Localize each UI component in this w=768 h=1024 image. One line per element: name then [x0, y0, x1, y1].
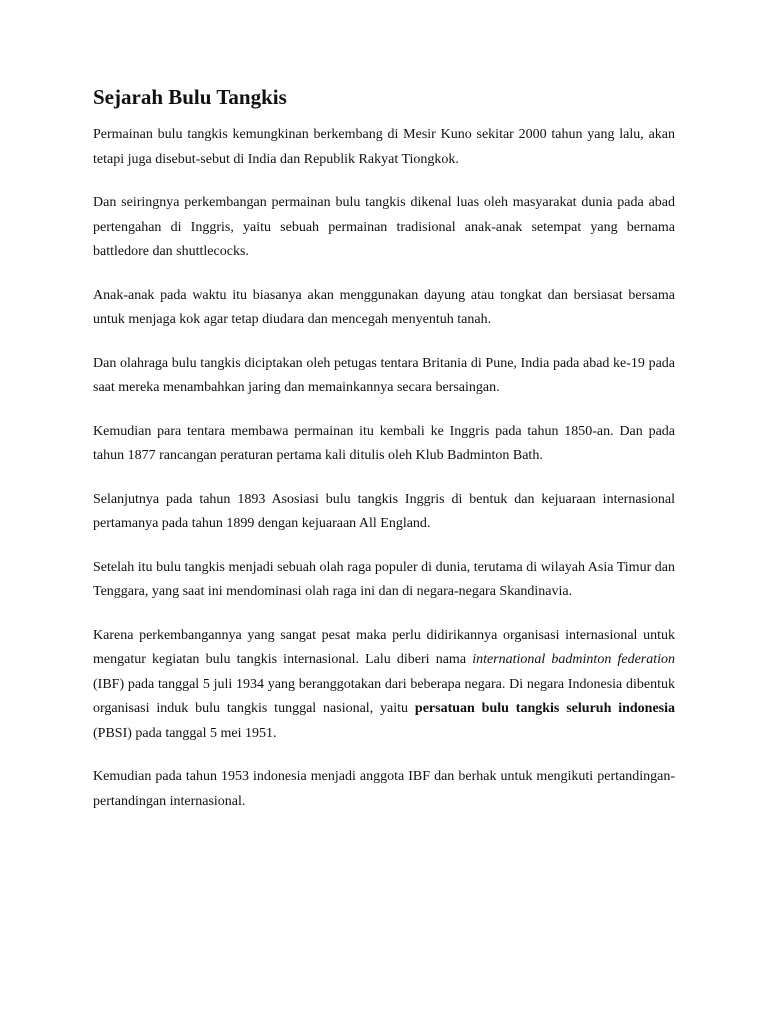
pbsi-name-bold: persatuan bulu tangkis seluruh indonesia	[414, 701, 676, 717]
paragraph-2: Dan seiringnya perkembangan permainan bulu tangkis dikenal luas oleh masyarakat dunia pada abad pertengahan di Inggris, yaitu sebuah permainan tradisional anak-anak setempat yang bernama battledore dan shuttlecocks.	[93, 195, 675, 260]
paragraph-1: Permainan bulu tangkis kemungkinan berkembang di Mesir Kuno sekitar 2000 tahun yang lalu, akan tetapi juga disebut-sebut di India dan Republik Rakyat Tiongkok.	[93, 127, 675, 167]
paragraph-7: Setelah itu bulu tangkis menjadi sebuah olah raga populer di dunia, terutama di wilayah Asia Timur dan Tenggara, yang saat ini mendominasi olah raga ini dan di negara-negara Skandinavia.	[93, 559, 675, 600]
paragraph-4: Dan olahraga bulu tangkis diciptakan oleh petugas tentara Britania di Pune, India pada abad ke-19 pada saat mereka menambahkan jaring dan memainkannya secara bersaingan.	[93, 355, 675, 396]
paragraph-9: Kemudian pada tahun 1953 indonesia menjadi anggota IBF dan berhak untuk mengikuti pertandingan-pertandingan internasional.	[93, 769, 675, 809]
document-title: Sejarah Bulu Tangkis	[93, 85, 287, 109]
paragraph-6: Selanjutnya pada tahun 1893 Asosiasi bulu tangkis Inggris di bentuk dan kejuaraan internasional pertamanya pada tahun 1899 dengan kejuaraan All England.	[93, 491, 675, 532]
paragraph-8-text-b: (IBF) pada tanggal 5 juli 1934 yang beranggotakan dari beberapa negara. Di negara Indonesia dibentuk organisasi induk bulu tangkis tunggal nasional, yaitu	[93, 676, 675, 717]
paragraph-5: Kemudian para tentara membawa permainan itu kembali ke Inggris pada tahun 1850-an. Dan pada tahun 1877 rancangan peraturan pertama kali ditulis oleh Klub Badminton Bath.	[93, 423, 675, 464]
paragraph-3: Anak-anak pada waktu itu biasanya akan menggunakan dayung atau tongkat dan bersiasat bersama untuk menjaga kok agar tetap diudara dan mencegah menyentuh tanah.	[93, 287, 675, 328]
document-page	[93, 85, 675, 833]
ibf-name-italic: international badminton federation	[472, 652, 676, 668]
paragraph-8-text-a: Karena perkembangannya yang sangat pesat maka perlu didirikannya organisasi internasional untuk mengatur kegiatan bulu tangkis internasional. Lalu diberi nama	[93, 627, 675, 668]
paragraph-8	[93, 624, 675, 747]
paragraph-8-text-c: (PBSI) pada tanggal 5 mei 1951.	[93, 725, 277, 741]
